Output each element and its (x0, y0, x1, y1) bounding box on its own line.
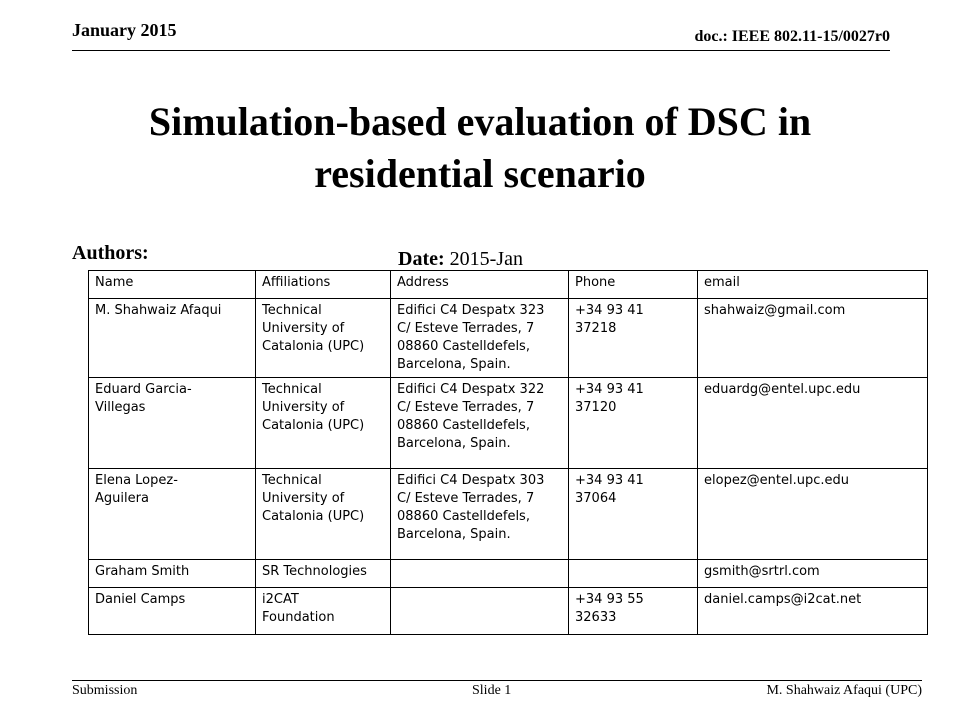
author-address: Edifici C4 Despatx 323 C/ Esteve Terrades, 7 08860 Castelldefels, Barcelona, Spain. (391, 299, 569, 378)
author-email: shahwaiz@gmail.com (698, 299, 928, 378)
author-phone: +34 93 41 37064 (569, 469, 698, 560)
author-phone: +34 93 55 32633 (569, 588, 698, 635)
header-doc-id: doc.: IEEE 802.11-15/0027r0 (694, 28, 890, 45)
footer-author: M. Shahwaiz Afaqui (UPC) (766, 683, 922, 698)
column-header-phone: Phone (569, 271, 698, 299)
author-address (391, 560, 569, 588)
column-header-email: email (698, 271, 928, 299)
authors-table (88, 270, 928, 635)
column-header-name: Name (89, 271, 256, 299)
table-row (89, 588, 928, 635)
author-affiliation: i2CAT Foundation (256, 588, 391, 635)
author-name: Daniel Camps (89, 588, 256, 635)
author-email: gsmith@srtrl.com (698, 560, 928, 588)
author-name: Eduard Garcia- Villegas (89, 378, 256, 469)
date-label: Date: (398, 248, 445, 270)
author-name: Elena Lopez- Aguilera (89, 469, 256, 560)
author-affiliation: Technical University of Catalonia (UPC) (256, 469, 391, 560)
author-address: Edifici C4 Despatx 322 C/ Esteve Terrades, 7 08860 Castelldefels, Barcelona, Spain. (391, 378, 569, 469)
column-header-affiliations: Affiliations (256, 271, 391, 299)
author-email: daniel.camps@i2cat.net (698, 588, 928, 635)
footer-submission: Submission (72, 683, 138, 698)
author-affiliation: Technical University of Catalonia (UPC) (256, 299, 391, 378)
slide-title: Simulation-based evaluation of DSC in residential scenario (148, 99, 812, 196)
date-line (398, 248, 523, 271)
table-row (89, 560, 928, 588)
author-affiliation: SR Technologies (256, 560, 391, 588)
header-divider (72, 50, 890, 51)
author-phone (569, 560, 698, 588)
author-address (391, 588, 569, 635)
author-phone: +34 93 41 37120 (569, 378, 698, 469)
authors-label: Authors: (72, 242, 149, 264)
header-date: January 2015 (72, 20, 177, 40)
column-header-address: Address (391, 271, 569, 299)
table-row (89, 469, 928, 560)
author-email: elopez@entel.upc.edu (698, 469, 928, 560)
table-header-row (89, 271, 928, 299)
table-row (89, 378, 928, 469)
author-name: Graham Smith (89, 560, 256, 588)
author-phone: +34 93 41 37218 (569, 299, 698, 378)
date-value: 2015-Jan (449, 248, 523, 270)
footer-divider (72, 680, 922, 681)
author-address: Edifici C4 Despatx 303 C/ Esteve Terrades, 7 08860 Castelldefels, Barcelona, Spain. (391, 469, 569, 560)
author-name: M. Shahwaiz Afaqui (89, 299, 256, 378)
author-email: eduardg@entel.upc.edu (698, 378, 928, 469)
footer-slide-number: Slide 1 (472, 683, 512, 698)
table-row (89, 299, 928, 378)
author-affiliation: Technical University of Catalonia (UPC) (256, 378, 391, 469)
